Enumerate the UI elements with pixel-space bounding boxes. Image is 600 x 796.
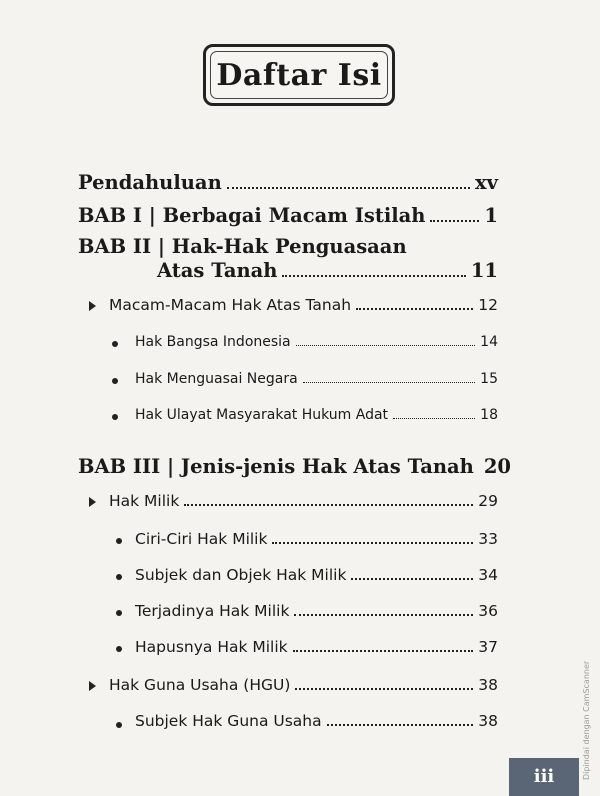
toc-page: 29 [478,492,498,510]
toc-label: Macam-Macam Hak Atas Tanah [109,296,352,314]
toc-page: 15 [480,371,498,387]
toc-page: 38 [478,676,498,694]
dot-leader [272,542,473,544]
dot-leader [282,275,465,277]
toc-entry-pendahuluan[interactable] [78,171,498,194]
toc-entry-hak-milik[interactable] [109,492,498,510]
toc-entry-hgu[interactable] [109,676,498,694]
toc-label: Ciri-Ciri Hak Milik [135,530,268,548]
toc-label: Hak Milik [109,492,180,510]
page-title: Daftar Isi [216,58,382,93]
page-number-badge: iii [509,758,579,796]
triangle-bullet-icon [89,497,96,507]
toc-page: 33 [478,530,498,548]
toc-label: Atas Tanah [157,259,278,282]
toc-entry-bab-2-line2[interactable] [157,259,498,282]
dot-leader [293,650,474,652]
toc-label: Hak Guna Usaha (HGU) [109,676,291,694]
dot-leader [184,504,473,506]
dot-bullet-icon [116,610,122,616]
toc-page: 14 [480,334,498,350]
toc-page: 37 [478,638,498,656]
dot-bullet-icon [116,722,122,728]
dot-leader [351,578,473,580]
toc-page: 18 [480,407,498,423]
toc-entry-subjek-hgu[interactable] [135,712,498,730]
toc-entry-bab-3[interactable] [78,455,511,478]
triangle-bullet-icon [89,301,96,311]
toc-page: 34 [478,566,498,584]
dot-bullet-icon [112,378,118,384]
dot-leader [393,418,475,419]
dot-leader [295,688,473,690]
toc-page: 11 [470,259,498,282]
dot-leader [227,187,470,189]
toc-entry-hapusnya[interactable] [135,638,498,656]
toc-entry-bab-2-line1[interactable] [78,235,407,258]
toc-entry-macam-hak[interactable] [109,296,498,314]
toc-entry-bab-1[interactable] [78,204,498,227]
dot-bullet-icon [112,341,118,347]
dot-leader [303,382,476,383]
toc-entry-terjadinya[interactable] [135,602,498,620]
toc-page: 20 [483,455,511,478]
toc-label: Hapusnya Hak Milik [135,638,288,656]
dot-bullet-icon [116,646,122,652]
toc-label: Pendahuluan [78,171,222,194]
toc-entry-ciri-ciri[interactable] [135,530,498,548]
toc-entry-hak-ulayat[interactable] [135,407,498,423]
toc-label: Subjek dan Objek Hak Milik [135,566,347,584]
toc-entry-subjek-objek[interactable] [135,566,498,584]
toc-label: Hak Menguasai Negara [135,371,298,387]
toc-label: Terjadinya Hak Milik [135,602,290,620]
toc-label: BAB III | Jenis-jenis Hak Atas Tanah [78,455,474,478]
toc-page: 1 [484,204,498,227]
toc-entry-hak-bangsa[interactable] [135,334,498,350]
dot-leader [296,345,476,346]
toc-label: Hak Bangsa Indonesia [135,334,291,350]
toc-label: Hak Ulayat Masyarakat Hukum Adat [135,407,389,423]
toc-label: BAB II | Hak-Hak Penguasaan [78,235,407,258]
dot-bullet-icon [116,538,122,544]
toc-entry-hak-menguasai[interactable] [135,371,498,387]
toc-page: 36 [478,602,498,620]
toc-page: 38 [478,712,498,730]
scanner-watermark: Dipindai dengan CamScanner [582,660,591,780]
triangle-bullet-icon [89,681,96,691]
dot-leader [356,308,473,310]
toc-page: 12 [478,296,498,314]
title-frame [203,44,395,106]
dot-leader [294,614,473,616]
dot-leader [327,724,474,726]
dot-bullet-icon [116,574,122,580]
dot-bullet-icon [112,414,118,420]
toc-label: Subjek Hak Guna Usaha [135,712,322,730]
toc-label: BAB I | Berbagai Macam Istilah [78,204,426,227]
toc-page: xv [475,171,498,194]
dot-leader [430,220,479,222]
